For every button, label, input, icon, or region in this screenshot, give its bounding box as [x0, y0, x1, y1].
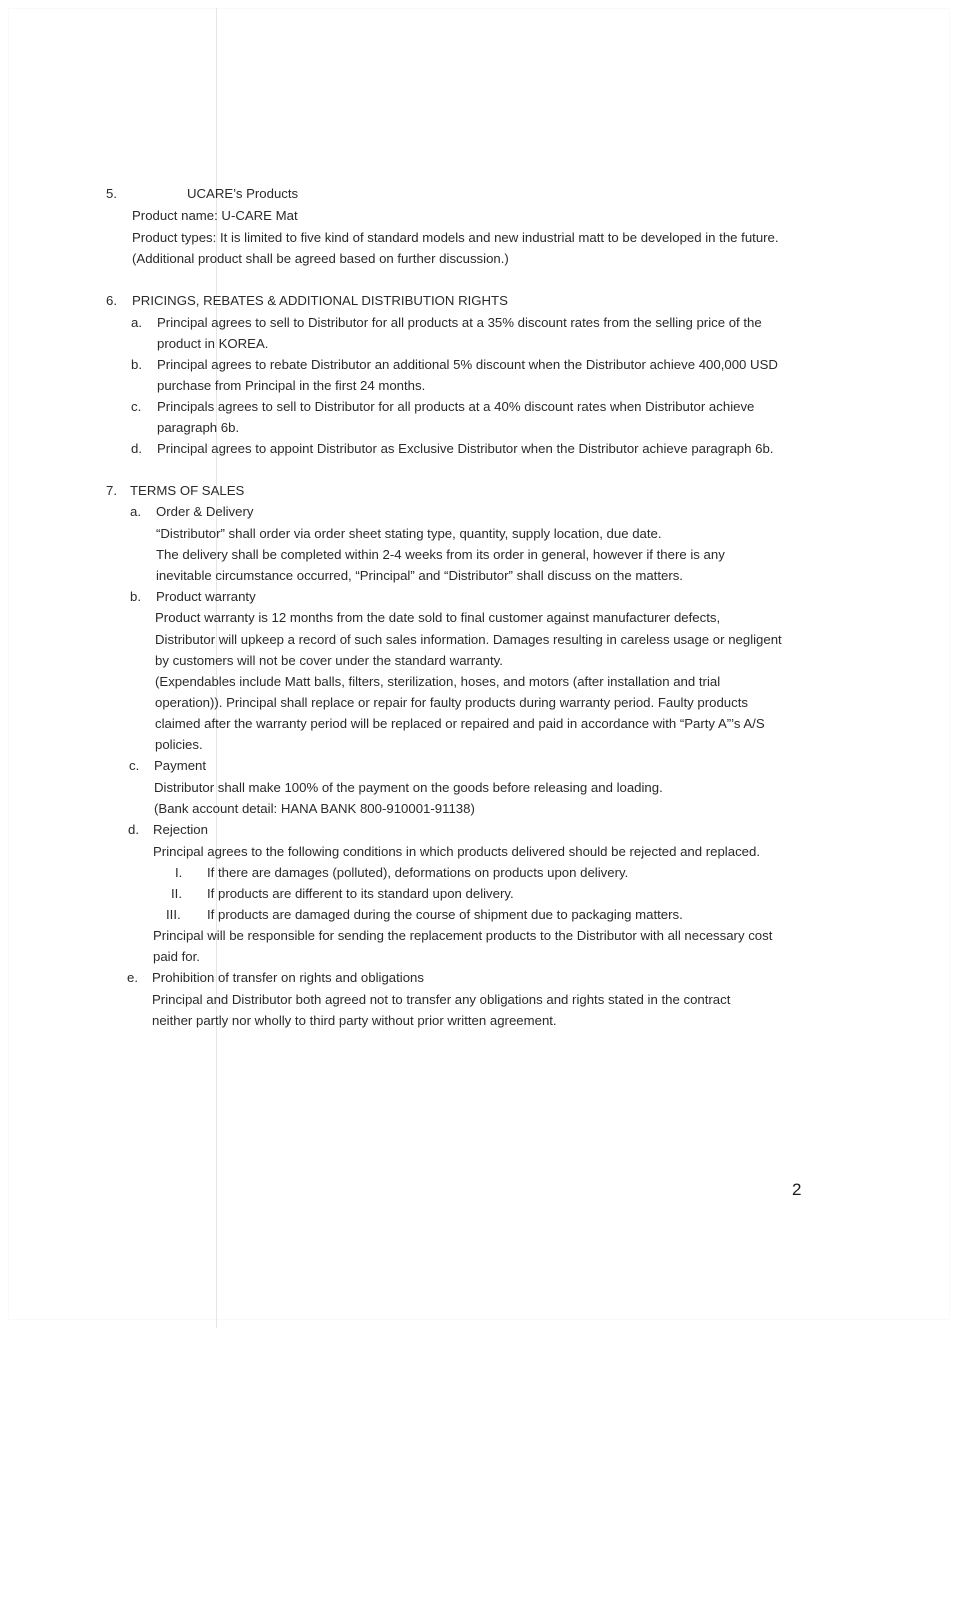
item-label: d.: [128, 822, 139, 837]
item-line: Principal will be responsible for sending the replacement products to the Distributor with all necessary cost: [153, 928, 773, 943]
condition-text: If there are damages (polluted), deformations on products upon delivery.: [207, 865, 629, 880]
item-line: inevitable circumstance occurred, “Principal” and “Distributor” shall discuss on the matters.: [156, 568, 683, 583]
item-line: Principal agrees to sell to Distributor for all products at a 35% discount rates from the selling price of the: [157, 315, 762, 330]
item-line: neither partly nor wholly to third party without prior written agreement.: [152, 1013, 557, 1028]
section-5-title: UCARE’s Products: [187, 186, 299, 201]
item-line: paid for.: [153, 949, 200, 964]
item-line: by customers will not be cover under the standard warranty.: [155, 653, 503, 668]
item-label: b.: [130, 589, 141, 604]
item-line: operation)). Principal shall replace or repair for faulty products during warranty period. Faulty products: [155, 695, 748, 710]
condition-text: If products are damaged during the course of shipment due to packaging matters.: [207, 907, 683, 922]
item-line: policies.: [155, 737, 203, 752]
section-7-title: TERMS OF SALES: [130, 483, 245, 498]
item-label: c.: [129, 758, 140, 773]
item-title: Order & Delivery: [156, 504, 254, 519]
item-label: a.: [131, 315, 142, 330]
item-line: “Distributor” shall order via order sheet stating type, quantity, supply location, due date.: [156, 526, 662, 541]
item-line: claimed after the warranty period will be replaced or repaired and paid in accordance with “Party A”’s A/S: [155, 716, 765, 731]
item-title: Prohibition of transfer on rights and obligations: [152, 970, 424, 985]
condition-number: II.: [171, 886, 182, 901]
item-line: Distributor shall make 100% of the payment on the goods before releasing and loading.: [154, 780, 663, 795]
item-label: d.: [131, 441, 142, 456]
condition-number: III.: [166, 907, 181, 922]
item-line: paragraph 6b.: [157, 420, 240, 435]
item-line: Principal agrees to the following conditions in which products delivered should be rejected and replaced.: [153, 844, 760, 859]
item-line: (Bank account detail: HANA BANK 800-910001-91138): [154, 801, 475, 816]
item-line: Product warranty is 12 months from the date sold to final customer against manufacturer defects,: [155, 610, 721, 625]
item-line: product in KOREA.: [157, 336, 269, 351]
item-line: Principal agrees to rebate Distributor an additional 5% discount when the Distributor achieve 400,000 USD: [157, 357, 778, 372]
item-line: Principal agrees to appoint Distributor as Exclusive Distributor when the Distributor achieve paragraph 6b.: [157, 441, 774, 456]
section-5-line: (Additional product shall be agreed based on further discussion.): [132, 251, 509, 266]
section-5-number: 5.: [106, 186, 117, 201]
section-6-number: 6.: [106, 293, 117, 308]
item-line: Principals agrees to sell to Distributor for all products at a 40% discount rates when Distributor achieve: [157, 399, 755, 414]
item-line: purchase from Principal in the first 24 months.: [157, 378, 426, 393]
item-label: a.: [130, 504, 141, 519]
item-line: The delivery shall be completed within 2-4 weeks from its order in general, however if there is any: [156, 547, 725, 562]
item-line: Principal and Distributor both agreed not to transfer any obligations and rights stated in the contract: [152, 992, 731, 1007]
item-line: Distributor will upkeep a record of such sales information. Damages resulting in careless usage or negligent: [155, 632, 782, 647]
section-5-line: Product name: U-CARE Mat: [132, 208, 298, 223]
section-5-line: Product types: It is limited to five kind of standard models and new industrial matt to be developed in the future.: [132, 230, 779, 245]
page-number: 2: [792, 1180, 802, 1199]
item-label: c.: [131, 399, 142, 414]
item-label: e.: [127, 970, 138, 985]
item-title: Product warranty: [156, 589, 256, 604]
item-label: b.: [131, 357, 142, 372]
item-title: Rejection: [153, 822, 208, 837]
condition-text: If products are different to its standard upon delivery.: [207, 886, 514, 901]
item-title: Payment: [154, 758, 207, 773]
item-line: (Expendables include Matt balls, filters, sterilization, hoses, and motors (after installation and trial: [155, 674, 721, 689]
condition-number: I.: [175, 865, 183, 880]
section-6-title: PRICINGS, REBATES & ADDITIONAL DISTRIBUTION RIGHTS: [132, 293, 508, 308]
section-7-number: 7.: [106, 483, 117, 498]
